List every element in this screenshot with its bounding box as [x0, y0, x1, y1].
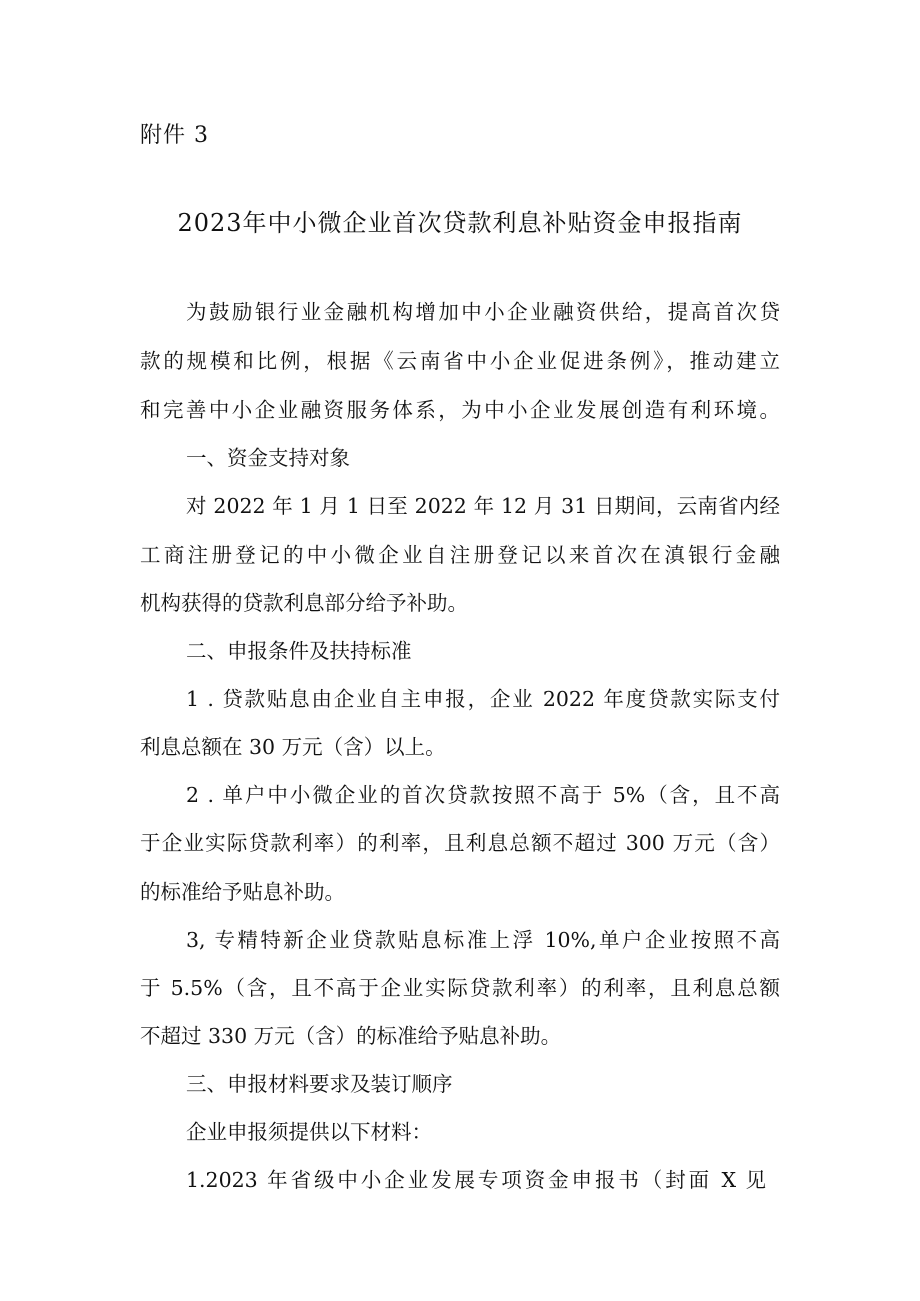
section2-item2-line-2: 于企业实际贷款利率）的利率，且利息总额不超过 300 万元（含） — [140, 831, 780, 855]
section1-heading: 一、资金支持对象 — [186, 446, 350, 470]
section2-item1-line-2: 利息总额在 30 万元（含）以上。 — [140, 735, 446, 759]
section2-item3-line-1: 3, 专精特新企业贷款贴息标准上浮 10%,单户企业按照不高 — [186, 928, 780, 952]
section2-item3-line-3: 不超过 330 万元（含）的标准给予贴息补助。 — [140, 1024, 562, 1048]
section1-line-1: 对 2022 年 1 月 1 日至 2022 年 12 月 31 日期间，云南省内经 — [186, 494, 780, 518]
section1-line-2: 工商注册登记的中小微企业自注册登记以来首次在滇银行金融 — [140, 543, 780, 567]
section2-item1-line-1: 1 . 贷款贴息由企业自主申报，企业 2022 年度贷款实际支付 — [186, 687, 780, 711]
section3-heading: 三、申报材料要求及装订顺序 — [186, 1072, 453, 1096]
intro-line-2: 款的规模和比例，根据《云南省中小企业促进条例》，推动建立 — [140, 349, 780, 373]
section3-line-2: 1.2023 年省级中小企业发展专项资金申报书（封面 X 见 — [186, 1168, 766, 1192]
section2-item3-line-2: 于 5.5%（含，且不高于企业实际贷款利率）的利率，且利息总额 — [140, 976, 780, 1000]
intro-line-1: 为鼓励银行业金融机构增加中小企业融资供给，提高首次贷 — [186, 300, 780, 324]
section3-line-1: 企业申报须提供以下材料： — [186, 1120, 432, 1144]
intro-line-3: 和完善中小企业融资服务体系，为中小企业发展创造有利环境。 — [140, 398, 780, 422]
document-title: 2023年中小微企业首次贷款利息补贴资金申报指南 — [177, 209, 743, 237]
section2-item2-line-1: 2 . 单户中小微企业的首次贷款按照不高于 5%（含，且不高 — [186, 783, 780, 807]
section2-heading: 二、申报条件及扶持标准 — [186, 639, 412, 663]
attachment-label: 附件 3 — [140, 123, 209, 148]
section1-line-3: 机构获得的贷款利息部分给予补助。 — [140, 591, 468, 615]
section2-item2-line-3: 的标准给予贴息补助。 — [140, 880, 345, 904]
